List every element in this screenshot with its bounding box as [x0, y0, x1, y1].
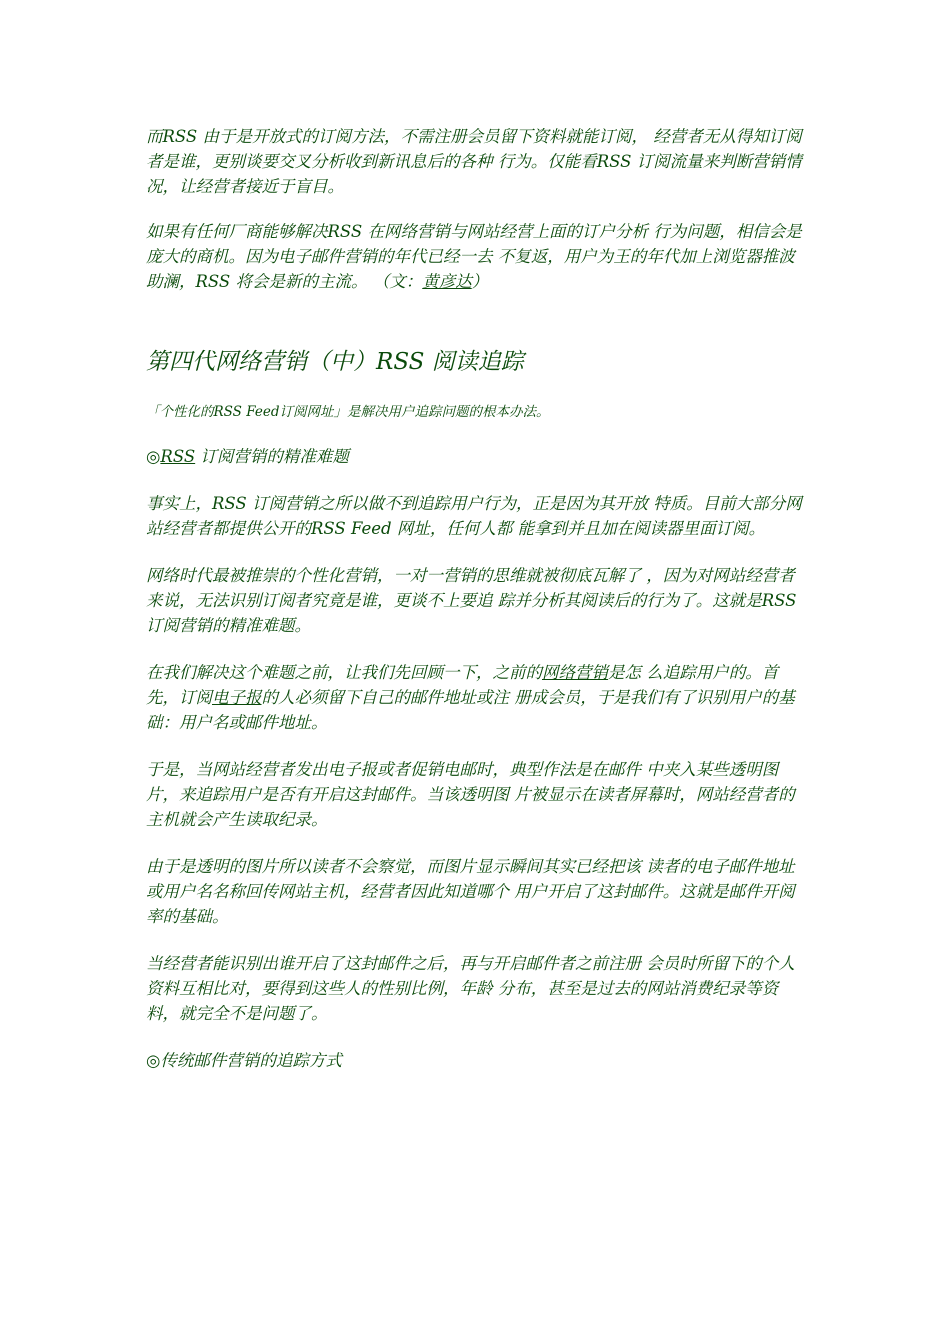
section-subtitle: 「个性化的RSS Feed订阅网址」是解决用户追踪问题的根本办法。 — [146, 404, 550, 420]
body-paragraph-3-a: 在我们解决这个难题之前，让我们先回顾一下，之前的 — [146, 663, 542, 682]
intro-paragraph-2-close: ） — [471, 272, 489, 291]
intro-paragraph-1: 而RSS 由于是开放式的订阅方法，不需注册会员留下资料就能订阅， 经营者无从得知订阅者是谁，更别谈要交叉分析收到新讯息后的各种 行为。仅能看RSS 订阅流量来判断营销情况，让经营者接近于盲目。 — [146, 127, 802, 196]
subsection-heading-1-text: 订阅营销的精准难题 — [195, 447, 349, 466]
subsection-heading-2: ◎传统邮件营销的追踪方式 — [146, 1051, 342, 1070]
document-page — [146, 124, 810, 1095]
body-paragraph-4: 于是，当网站经营者发出电子报或者促销电邮时，典型作法是在邮件 中夹入某些透明图片，来追踪用户是否有开启这封邮件。当该透明图 片被显示在读者屏幕时，网站经营者的主机就会产生读取纪录。 — [146, 760, 795, 829]
body-paragraph-2: 网络时代最被推崇的个性化营销，一对一营销的思维就被彻底瓦解了 ，因为对网站经营者来说，无法识别订阅者究竟是谁，更谈不上要追 踪并分析其阅读后的行为了。这就是RSS 订阅营销的精准难题。 — [146, 566, 797, 635]
body-paragraph-1: 事实上，RSS 订阅营销之所以做不到追踪用户行为，正是因为其开放 特质。目前大部分网站经营者都提供公开的RSS Feed 网址，任何人都 能拿到并且加在阅读器里面订阅。 — [146, 494, 802, 538]
body-paragraph-3-b: 是怎 么追踪用户的。首先，订阅 — [146, 663, 779, 707]
section-title: 第四代网络营销（中）RSS 阅读追踪 — [146, 349, 524, 375]
body-paragraph-5: 由于是透明的图片所以读者不会察觉，而图片显示瞬间其实已经把该 读者的电子邮件地址或用户名名称回传网站主机，经营者因此知道哪个 用户开启了这封邮件。这就是邮件开阅率的基础。 — [146, 857, 795, 926]
rss-link[interactable]: RSS — [160, 447, 196, 466]
body-paragraph-3-c: 的人必须留下自己的邮件地址或注 册成会员，于是我们有了识别用户的基础：用户名或邮件地址。 — [146, 688, 795, 732]
subsection-heading-1 — [146, 444, 810, 469]
intro-paragraph-2-text: 如果有任何厂商能够解决RSS 在网络营销与网站经营上面的订户分析 行为问题，相信会是庞大的商机。因为电子邮件营销的年代已经一去 不复返，用户为王的年代加上浏览器推波助澜，RSS 将会是新的主流。 （文： — [146, 222, 802, 291]
network-marketing-link[interactable]: 网络营销 — [542, 663, 608, 682]
author-link[interactable]: 黄彦达 — [422, 272, 472, 291]
newsletter-link[interactable]: 电子报 — [212, 688, 262, 707]
body-paragraph-3 — [146, 660, 810, 735]
subsection-marker: ◎ — [146, 447, 161, 466]
body-paragraph-6: 当经营者能识别出谁开启了这封邮件之后，再与开启邮件者之前注册 会员时所留下的个人资料互相比对，要得到这些人的性别比例，年龄 分布，甚至是过去的网站消费纪录等资料，就完全不是问题了。 — [146, 954, 795, 1023]
intro-paragraph-2 — [146, 219, 810, 294]
